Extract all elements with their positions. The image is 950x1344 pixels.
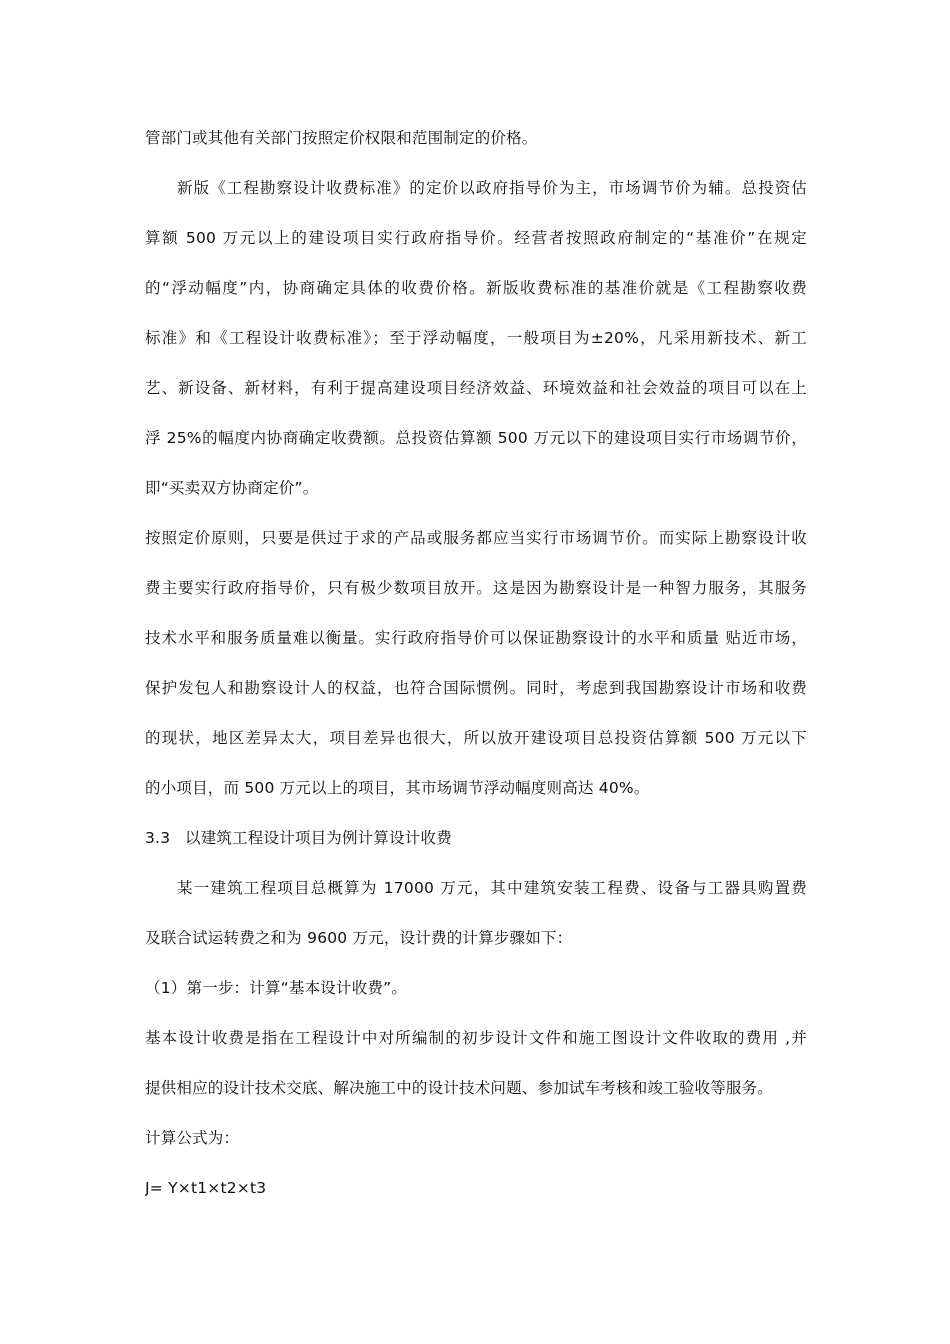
paragraph-line: 的“浮动幅度”内，协商确定具体的收费价格。新版收费标准的基准价就是《工程勘察收费 (145, 279, 807, 297)
paragraph-line: 即“买卖双方协商定价”。 (145, 479, 319, 497)
paragraph-line: 艺、新设备、新材料，有利于提高建设项目经济效益、环境效益和社会效益的项目可以在上 (145, 379, 807, 397)
paragraph-line: 保护发包人和勘察设计人的权益，也符合国际惯例。同时，考虑到我国勘察设计市场和收费 (145, 679, 807, 697)
paragraph-line: 管部门或其他有关部门按照定价权限和范围制定的价格。 (145, 129, 538, 147)
paragraph-line: 提供相应的设计技术交底、解决施工中的设计技术问题、参加试车考核和竣工验收等服务。 (145, 1079, 774, 1097)
paragraph-line: 新版《工程勘察设计收费标准》的定价以政府指导价为主，市场调节价为辅。总投资估 (177, 179, 807, 197)
formula-intro: 计算公式为： (145, 1129, 240, 1147)
paragraph-line: 费主要实行政府指导价，只有极少数项目放开。这是因为勘察设计是一种智力服务，其服务 (145, 579, 807, 597)
section-heading (145, 826, 807, 850)
paragraph-line: 基本设计收费是指在工程设计中对所编制的初步设计文件和施工图设计文件收取的费用 ,并 (145, 1029, 807, 1047)
paragraph-line: 按照定价原则，只要是供过于求的产品或服务都应当实行市场调节价。而实际上勘察设计收 (145, 529, 807, 547)
paragraph-line: 标准》和《工程设计收费标准》；至于浮动幅度，一般项目为±20%，凡采用新技术、新工 (145, 329, 807, 347)
section-number: 3.3 (145, 829, 171, 847)
formula: J= Y×t1×t2×t3 (145, 1179, 267, 1197)
paragraph-line: 浮 25%的幅度内协商确定收费额。总投资估算额 500 万元以下的建设项目实行市场调节价， (145, 429, 807, 447)
paragraph-line: 的小项目，而 500 万元以上的项目，其市场调节浮动幅度则高达 40%。 (145, 779, 650, 797)
paragraph-line: 技术水平和服务质量难以衡量。实行政府指导价可以保证勘察设计的水平和质量 贴近市场， (145, 629, 807, 647)
paragraph-line: 及联合试运转费之和为 9600 万元，设计费的计算步骤如下： (145, 929, 573, 947)
paragraph-line: 某一建筑工程项目总概算为 17000 万元，其中建筑安装工程费、设备与工器具购置费 (177, 879, 807, 897)
section-title: 以建筑工程设计项目为例计算设计收费 (185, 829, 452, 847)
step-heading: （1）第一步：计算“基本设计收费”。 (145, 979, 408, 997)
paragraph-line: 算额 500 万元以上的建设项目实行政府指导价。经营者按照政府制定的“基准价”在规定 (145, 229, 807, 247)
paragraph-line: 的现状，地区差异太大，项目差异也很大，所以放开建设项目总投资估算额 500 万元以下 (145, 729, 807, 747)
